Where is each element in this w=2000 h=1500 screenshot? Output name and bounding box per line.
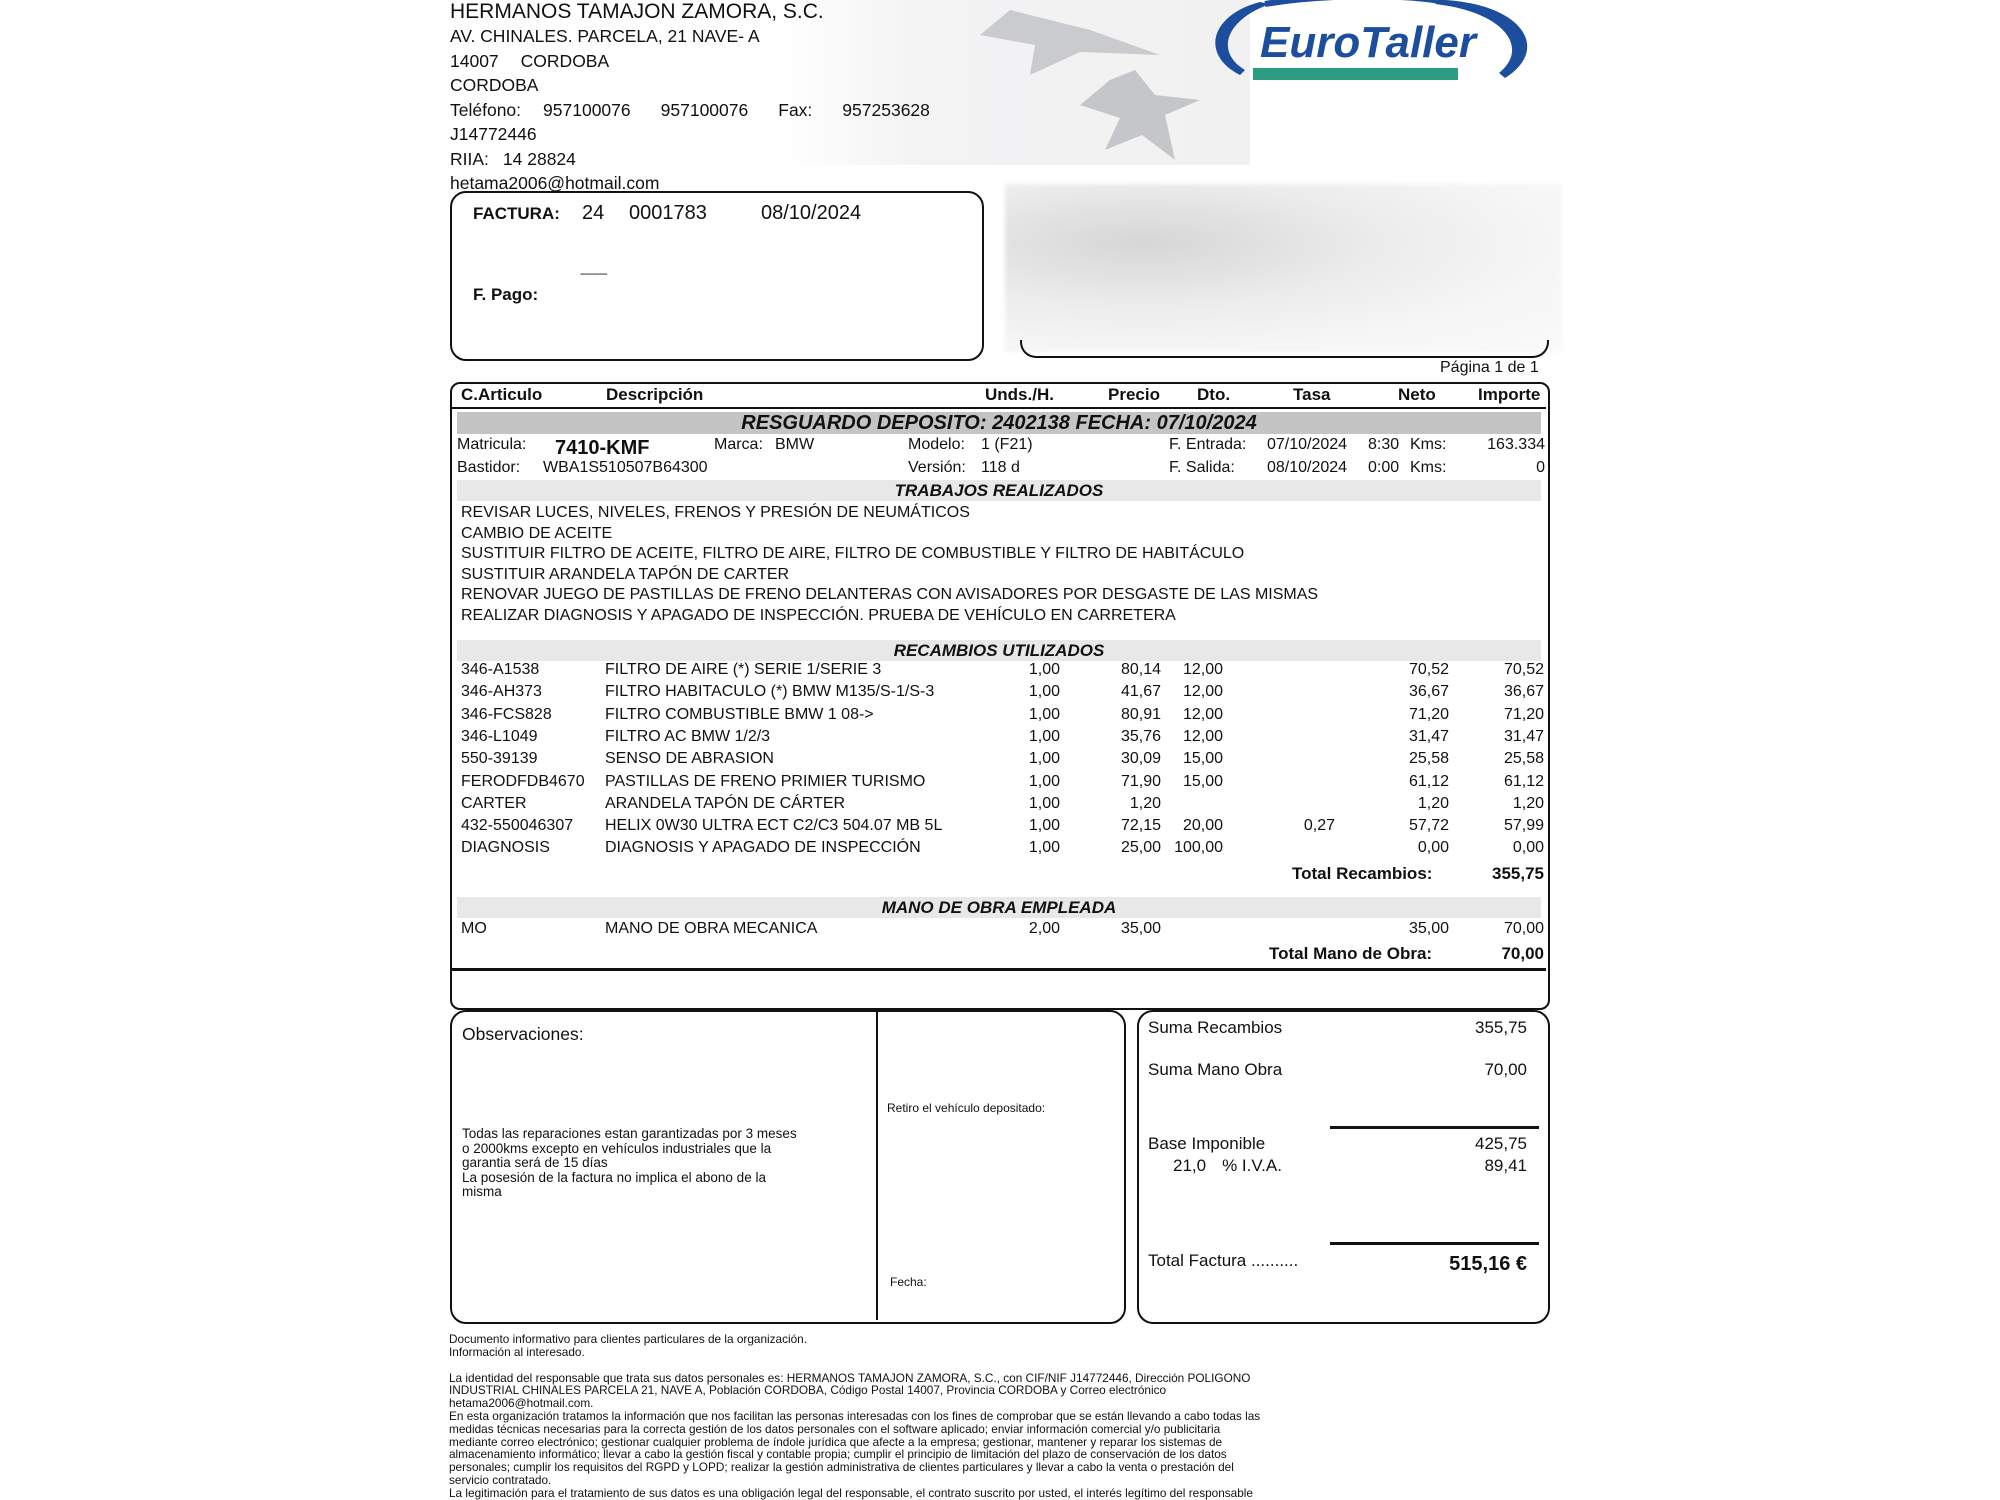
work-item: REVISAR LUCES, NIVELES, FRENOS Y PRESIÓN DE NEUMÁTICOS — [461, 504, 970, 521]
item-price: 30,09 — [1120, 750, 1161, 768]
item-units: 1,00 — [1028, 661, 1060, 678]
vat-label: % I.V.A. — [1222, 1156, 1282, 1175]
item-discount: 12,00 — [1182, 727, 1223, 745]
pickup-date-label: Fecha: — [890, 1275, 927, 1289]
fax-label: Fax: — [778, 99, 813, 120]
warranty-line: La posesión de la factura no implica el abono de la — [462, 1169, 766, 1185]
item-price: 71,90 — [1120, 772, 1161, 790]
table-bottom-rule — [452, 968, 1546, 971]
kms-label-exit: Kms: — [1410, 459, 1447, 476]
item-net: 31,47 — [1408, 727, 1449, 745]
vat-rate — [1173, 1156, 1282, 1176]
item-code: FERODFDB4670 — [461, 772, 585, 790]
header-code: C.Articulo — [461, 385, 543, 404]
table-header — [452, 383, 1546, 409]
warranty-line: misma — [462, 1184, 502, 1199]
version-label: Versión: — [908, 459, 966, 476]
item-amount: 61,12 — [1503, 772, 1544, 790]
item-price: 41,67 — [1120, 683, 1161, 701]
star-icon — [980, 10, 1160, 75]
logo-green-bar — [1253, 68, 1458, 80]
eurotaller-logo — [1205, 0, 1540, 82]
footer-line: Documento informativo para clientes particulares de la organización. — [449, 1332, 808, 1346]
item-price: 35,00 — [1120, 920, 1161, 937]
item-price: 72,15 — [1120, 817, 1161, 835]
kms-entry: 163.334 — [1487, 436, 1545, 453]
phone-label: Teléfono: — [450, 99, 522, 120]
item-code: 550-39139 — [461, 750, 538, 768]
item-discount: 15,00 — [1182, 750, 1223, 768]
item-description: ARANDELA TAPÓN DE CÁRTER — [605, 794, 846, 812]
item-description: SENSO DE ABRASION — [605, 750, 774, 768]
item-amount: 31,47 — [1503, 727, 1544, 745]
payment-method-value: ---------- — [580, 268, 607, 280]
entry-time: 8:30 — [1368, 436, 1400, 453]
item-description: DIAGNOSIS Y APAGADO DE INSPECCIÓN — [605, 839, 921, 857]
item-net: 57,72 — [1408, 817, 1449, 835]
invoice-total-label: Total Factura .......... — [1148, 1251, 1299, 1270]
item-code: MO — [461, 920, 487, 937]
header-units: Unds./H. — [985, 385, 1054, 404]
kms-exit: 0 — [1536, 459, 1545, 476]
item-description: FILTRO DE AIRE (*) SERIE 1/SERIE 3 — [605, 661, 882, 678]
item-net: 36,67 — [1408, 683, 1449, 701]
observations-divider — [876, 1012, 878, 1320]
model-label: Modelo: — [908, 436, 965, 453]
footer-line: La legitimación para el tratamiento de sus datos es una obligación legal del responsable, el contrato suscrito por usted, el interés legítimo del responsable — [449, 1485, 1253, 1500]
header-description: Descripción — [606, 385, 704, 404]
item-amount: 70,52 — [1503, 661, 1544, 678]
item-description: HELIX 0W30 ULTRA ECT C2/C3 504.07 MB 5L — [605, 817, 943, 835]
vehicle-pickup-label: Retiro el vehículo depositado: — [887, 1101, 1046, 1115]
vat-rate-value: 21,0 — [1173, 1156, 1207, 1175]
logo-text: EuroTaller — [1260, 18, 1476, 67]
footer-line: La identidad del responsable que trata sus datos personales es: HERMANOS TAMAJON ZAMORA, S.C., con CIF/NIF J14772446, Dirección POLIGONO — [449, 1370, 1251, 1385]
entry-date-label: F. Entrada: — [1169, 436, 1247, 453]
warranty-line: Todas las reparaciones estan garantizadas por 3 meses — [462, 1126, 797, 1141]
total-labor-label: Total Mano de Obra: — [1269, 944, 1433, 963]
plate-label: Matricula: — [457, 436, 527, 453]
fax: 957253628 — [842, 99, 930, 120]
labor-sum: 70,00 — [1484, 1060, 1527, 1079]
item-code: 346-L1049 — [461, 727, 538, 745]
star-icon — [1080, 70, 1200, 160]
kms-label-entry: Kms: — [1410, 436, 1447, 453]
item-tax: 0,27 — [1303, 817, 1335, 835]
item-net: 61,12 — [1408, 772, 1449, 790]
phone-1: 957100076 — [543, 99, 631, 120]
item-description: PASTILLAS DE FRENO PRIMIER TURISMO — [605, 772, 926, 790]
postal-code: 14007 — [450, 50, 499, 71]
observations-title: Observaciones: — [462, 1024, 584, 1044]
company-nif: J14772446 — [450, 124, 537, 144]
item-code: 346-A1538 — [461, 661, 540, 678]
plate-number: 7410-KMF — [555, 437, 650, 459]
total-parts: 355,75 — [1492, 864, 1544, 883]
footer-line: medidas técnicas necesarias para la correcta gestión de los datos personales con el software aplicado; enviar información comercial y/o publicitaria — [449, 1421, 1221, 1436]
company-postal-city — [450, 49, 930, 74]
item-units: 1,00 — [1028, 705, 1060, 723]
company-name: HERMANOS TAMAJON ZAMORA, S.C. — [450, 0, 824, 23]
item-price: 80,91 — [1120, 705, 1161, 723]
parts-section-title: RECAMBIOS UTILIZADOS — [457, 640, 1541, 661]
company-riia — [450, 147, 930, 172]
item-units: 1,00 — [1028, 683, 1060, 701]
version: 118 d — [981, 459, 1020, 476]
item-net: 25,58 — [1408, 750, 1449, 768]
company-province: CORDOBA — [450, 75, 539, 95]
item-code: 432-550046307 — [461, 817, 574, 835]
entry-date: 07/10/2024 — [1267, 436, 1348, 453]
payment-method-label: F. Pago: — [473, 285, 539, 304]
item-description: FILTRO HABITACULO (*) BMW M135/S-1/S-3 — [605, 683, 935, 701]
legal-footer — [449, 1333, 1260, 1500]
model: 1 (F21) — [981, 436, 1033, 453]
riia-label: RIIA: — [450, 148, 489, 169]
total-parts-label: Total Recambios: — [1292, 864, 1433, 883]
item-code: 346-AH373 — [461, 683, 542, 701]
exit-time: 0:00 — [1368, 459, 1400, 476]
item-discount: 15,00 — [1182, 772, 1223, 790]
item-units: 1,00 — [1028, 839, 1060, 857]
warranty-text — [462, 1127, 797, 1200]
phone-2: 957100076 — [660, 99, 749, 120]
header-tax: Tasa — [1293, 385, 1331, 404]
work-item: RENOVAR JUEGO DE PASTILLAS DE FRENO DELANTERAS CON AVISADORES POR DESGASTE DE LAS MISMAS — [461, 586, 1319, 603]
item-amount: 36,67 — [1503, 683, 1544, 701]
vat-amount: 89,41 — [1484, 1156, 1527, 1175]
header-amount: Importe — [1478, 385, 1541, 404]
item-discount: 12,00 — [1182, 705, 1223, 723]
item-net: 35,00 — [1408, 920, 1449, 937]
item-description: FILTRO COMBUSTIBLE BMW 1 08-> — [605, 705, 874, 723]
item-units: 1,00 — [1028, 772, 1060, 790]
invoice-series: 24 — [582, 202, 605, 224]
footer-line: mediante correo electrónico; gestionar cualquier problema de índole jurídica que afecte a la empresa; gestionar, mantener y reparar los sistemas de — [449, 1434, 1223, 1449]
exit-date: 08/10/2024 — [1267, 459, 1348, 476]
tax-base: 425,75 — [1475, 1134, 1527, 1153]
labor-section-title: MANO DE OBRA EMPLEADA — [457, 897, 1541, 918]
footer-line: personales; cumplir los requisitos del RGPD y LOPD; realizar la gestión administrativa de clientes particulares y llevar a cabo la venta o prestación del — [449, 1460, 1234, 1475]
total-rule — [1330, 1242, 1539, 1245]
item-amount: 71,20 — [1503, 705, 1544, 723]
footer-line: almacenamiento informático; llevar a cabo la gestión fiscal y contable propia; cumplir el principio de limitación del plazo de conservación de los datos — [449, 1447, 1227, 1462]
header-price: Precio — [1108, 385, 1160, 404]
item-units: 1,00 — [1028, 750, 1060, 768]
item-units: 1,00 — [1028, 794, 1060, 812]
parts-sum-label: Suma Recambios — [1148, 1018, 1283, 1037]
item-price: 80,14 — [1120, 661, 1161, 678]
company-info — [450, 0, 930, 196]
deposit-banner: RESGUARDO DEPOSITO: 2402138 FECHA: 07/10/2024 — [457, 412, 1541, 434]
item-price: 1,20 — [1129, 794, 1161, 812]
brand-label: Marca: — [714, 436, 763, 453]
item-code: CARTER — [461, 794, 527, 812]
page-indicator: Página 1 de 1 — [1440, 359, 1539, 376]
item-description: FILTRO AC BMW 1/2/3 — [605, 727, 771, 745]
item-net: 70,52 — [1408, 661, 1449, 678]
warranty-line: garantia será de 15 días — [462, 1155, 608, 1170]
item-code: 346-FCS828 — [461, 705, 552, 723]
item-discount: 12,00 — [1182, 683, 1223, 701]
footer-line: INDUSTRIAL CHINALES PARCELA 21, NAVE A, Población CORDOBA, Código Postal 14007, Provincia CORDOBA y Correo electrónico — [449, 1383, 1167, 1398]
invoice-date: 08/10/2024 — [761, 202, 862, 224]
company-email: hetama2006@hotmail.com — [450, 173, 660, 193]
item-net: 1,20 — [1417, 794, 1449, 812]
item-units: 1,00 — [1028, 727, 1060, 745]
footer-line: servicio contratado. — [449, 1472, 552, 1487]
item-units: 2,00 — [1028, 920, 1060, 937]
item-price: 25,00 — [1120, 839, 1161, 857]
chassis-label: Bastidor: — [457, 459, 521, 476]
work-item: CAMBIO DE ACEITE — [461, 524, 613, 542]
parts-sum: 355,75 — [1475, 1018, 1527, 1037]
item-description: MANO DE OBRA MECANICA — [605, 920, 818, 937]
labor-sum-label: Suma Mano Obra — [1148, 1060, 1283, 1079]
item-amount: 25,58 — [1503, 750, 1544, 768]
item-net: 71,20 — [1408, 705, 1449, 723]
work-section-title: TRABAJOS REALIZADOS — [457, 480, 1541, 501]
header-discount: Dto. — [1197, 385, 1231, 404]
city: CORDOBA — [520, 50, 610, 71]
footer-line: En esta organización tratamos la información que nos facilitan las personas interesadas con los fines de comprobar que se están llevando a cabo todas las — [449, 1408, 1261, 1423]
riia: 14 28824 — [502, 148, 576, 169]
invoice-total: 515,16 € — [1449, 1253, 1527, 1275]
work-item: REALIZAR DIAGNOSIS Y APAGADO DE INSPECCIÓN. PRUEBA DE VEHÍCULO EN CARRETERA — [461, 606, 1176, 624]
item-units: 1,00 — [1028, 817, 1060, 835]
footer-line: Información al interesado. — [449, 1344, 585, 1359]
factura-label: FACTURA: — [473, 204, 560, 223]
item-amount: 1,20 — [1512, 794, 1544, 812]
exit-date-label: F. Salida: — [1169, 459, 1235, 476]
company-address: AV. CHINALES. PARCELA, 21 NAVE- A — [450, 26, 760, 46]
work-item: SUSTITUIR ARANDELA TAPÓN DE CARTER — [461, 565, 790, 583]
work-item: SUSTITUIR FILTRO DE ACEITE, FILTRO DE AIRE, FILTRO DE COMBUSTIBLE Y FILTRO DE HABITÁCULO — [461, 545, 1245, 562]
item-discount: 12,00 — [1182, 661, 1223, 678]
subtotal-rule — [1330, 1126, 1539, 1129]
item-amount: 70,00 — [1503, 920, 1544, 937]
item-discount: 100,00 — [1174, 839, 1223, 857]
item-code: DIAGNOSIS — [461, 839, 550, 857]
logo-swoosh-top — [1265, 0, 1445, 4]
item-amount: 57,99 — [1503, 817, 1544, 835]
company-phones — [450, 98, 930, 123]
client-box-border — [1020, 340, 1549, 358]
tax-base-label: Base Imponible — [1148, 1134, 1266, 1153]
footer-line: hetama2006@hotmail.com. — [449, 1396, 594, 1411]
warranty-line: o 2000kms excepto en vehículos industriales que la — [462, 1140, 772, 1156]
chassis-number: WBA1S510507B64300 — [543, 459, 708, 476]
invoice-number: 0001783 — [629, 202, 707, 224]
item-price: 35,76 — [1120, 727, 1161, 745]
header-net: Neto — [1398, 385, 1436, 404]
item-amount: 0,00 — [1512, 839, 1544, 857]
client-info-redacted — [1005, 184, 1562, 352]
item-discount: 20,00 — [1182, 817, 1223, 835]
brand: BMW — [775, 436, 815, 453]
total-labor: 70,00 — [1501, 944, 1544, 963]
item-net: 0,00 — [1417, 839, 1449, 857]
